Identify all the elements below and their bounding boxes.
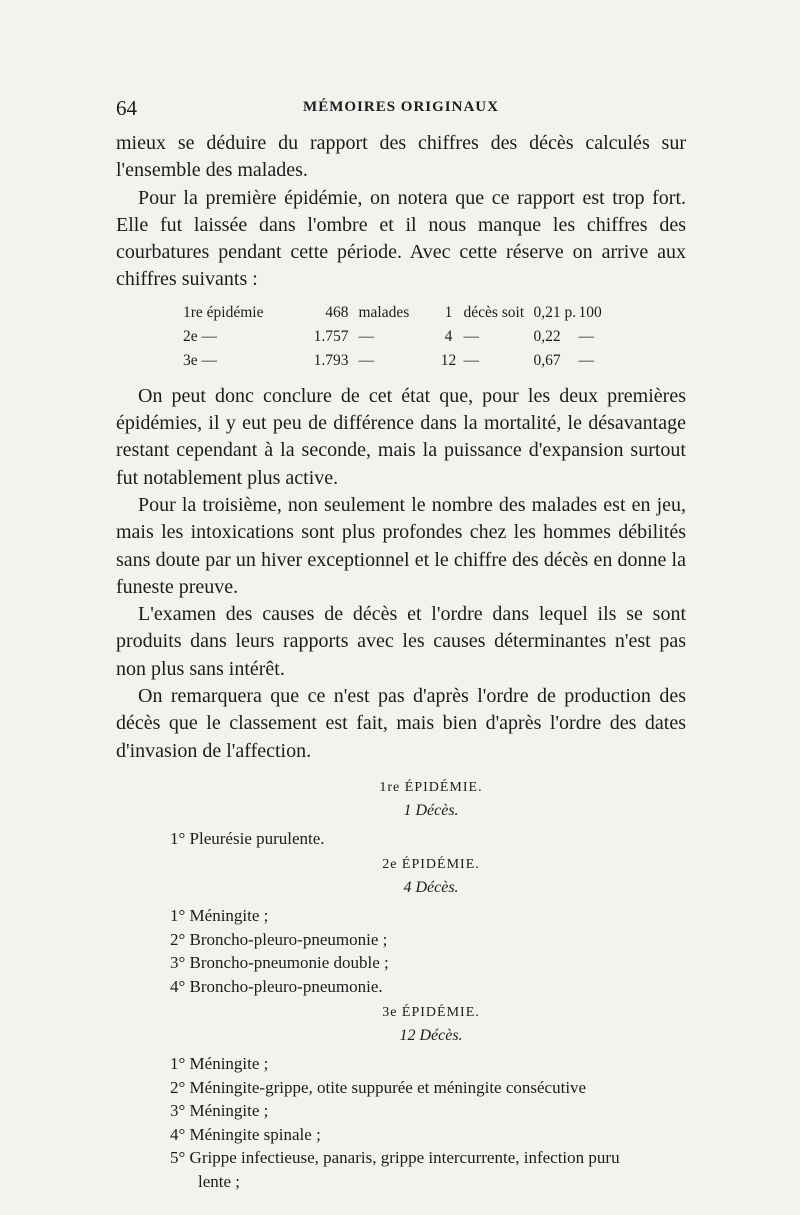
list-item: 1° Pleurésie purulente.: [170, 828, 325, 848]
epidemic-heading: 3e ÉPIDÉMIE.: [382, 1005, 480, 1021]
death-cause-lists: [116, 777, 686, 1194]
paragraph: Pour la troisième, non seulement le nombre des malades est en jeu, mais les intoxications sont plus profondes chez les hommes débilités sans doute par un hiver exceptionnel et le chiffre des décès en donne la funeste preuve.: [116, 493, 686, 598]
cause-list: [116, 1052, 686, 1193]
list-item: 2° Broncho-pleuro-pneumonie ;: [170, 929, 388, 949]
table-cell: malades: [358, 303, 410, 321]
table-cell: 1.793: [313, 351, 349, 369]
table-row: [183, 325, 618, 349]
list-item: 5° Grippe infectieuse, panaris, grippe intercurrente, infection puru: [170, 1148, 620, 1168]
table-cell: —: [463, 327, 479, 345]
running-head: MÉMOIRES ORIGINAUX: [303, 99, 499, 115]
list-item: 3° Broncho-pneumonie double ;: [170, 953, 389, 973]
table-row: [183, 349, 618, 373]
table-cell: 4: [444, 327, 453, 345]
list-item: 1° Méningite ;: [170, 906, 269, 926]
paragraph: L'examen des causes de décès et l'ordre dans lequel ils se sont produits dans leurs rapports avec les causes déterminantes n'est pas non plus sans intérêt.: [116, 603, 686, 680]
table-cell: 1: [444, 303, 453, 321]
continuation-text: lente ;: [198, 1171, 241, 1191]
table-cell: 0,22: [533, 327, 561, 345]
list-item-continuation: [170, 1170, 686, 1194]
paragraph: Pour la première épidémie, on notera que ce rapport est trop fort. Elle fut laissée dans l'ombre et il nous manque les chiffres des courbatures pendant cette période. Avec cette réserve on arrive aux chiffres suivants :: [116, 186, 686, 291]
table-row: [183, 301, 618, 325]
table-cell: 2e —: [183, 327, 218, 345]
list-item: 2° Méningite-grippe, otite suppurée et méningite consécutive: [170, 1077, 587, 1097]
paragraph: On peut donc conclure de cet état que, pour les deux premières épidémies, il y eut peu de différence dans la mortalité, le désavantage restant cependant à la seconde, mais la puissance d'expansion surtout fut notablement plus active.: [116, 384, 686, 489]
cause-list: [116, 904, 686, 998]
table-cell: décès soit: [463, 303, 525, 321]
list-item: 4° Méningite spinale ;: [170, 1124, 321, 1144]
page-header: [116, 96, 686, 122]
list-item: 1° Méningite ;: [170, 1054, 269, 1074]
table-cell: 1re épidémie: [183, 303, 264, 321]
table-cell: 468: [325, 303, 349, 321]
table-cell: 100: [578, 303, 602, 321]
table-cell: 0,21 p.: [533, 303, 577, 321]
death-count: 4 Décès.: [403, 879, 459, 897]
table-cell: 1.757: [313, 327, 349, 345]
list-item: 4° Broncho-pleuro-pneumonie.: [170, 976, 383, 996]
table-cell: —: [358, 327, 374, 345]
table-cell: —: [578, 351, 594, 369]
list-item: 3° Méningite ;: [170, 1101, 269, 1121]
cause-list: [116, 827, 686, 851]
epidemic-heading: 2e ÉPIDÉMIE.: [382, 857, 480, 873]
table-cell: —: [358, 351, 374, 369]
mortality-table: [183, 301, 618, 373]
paragraph: On remarquera que ce n'est pas d'après l'ordre de production des décès que le classement est fait, mais bien d'après l'ordre des dates d'invasion de l'affection.: [116, 685, 686, 762]
death-count: 12 Décès.: [399, 1027, 463, 1045]
epidemic-heading: 1re ÉPIDÉMIE.: [379, 779, 483, 795]
table-cell: 3e —: [183, 351, 218, 369]
table-cell: —: [578, 327, 594, 345]
death-count: 1 Décès.: [403, 801, 459, 819]
page-number: 64: [116, 96, 137, 120]
table-cell: 12: [440, 351, 457, 369]
table-cell: 0,67: [533, 351, 561, 369]
paragraph: mieux se déduire du rapport des chiffres des décès calculés sur l'ensemble des malades.: [116, 132, 686, 182]
table-cell: —: [463, 351, 479, 369]
page-body: [116, 130, 686, 1197]
